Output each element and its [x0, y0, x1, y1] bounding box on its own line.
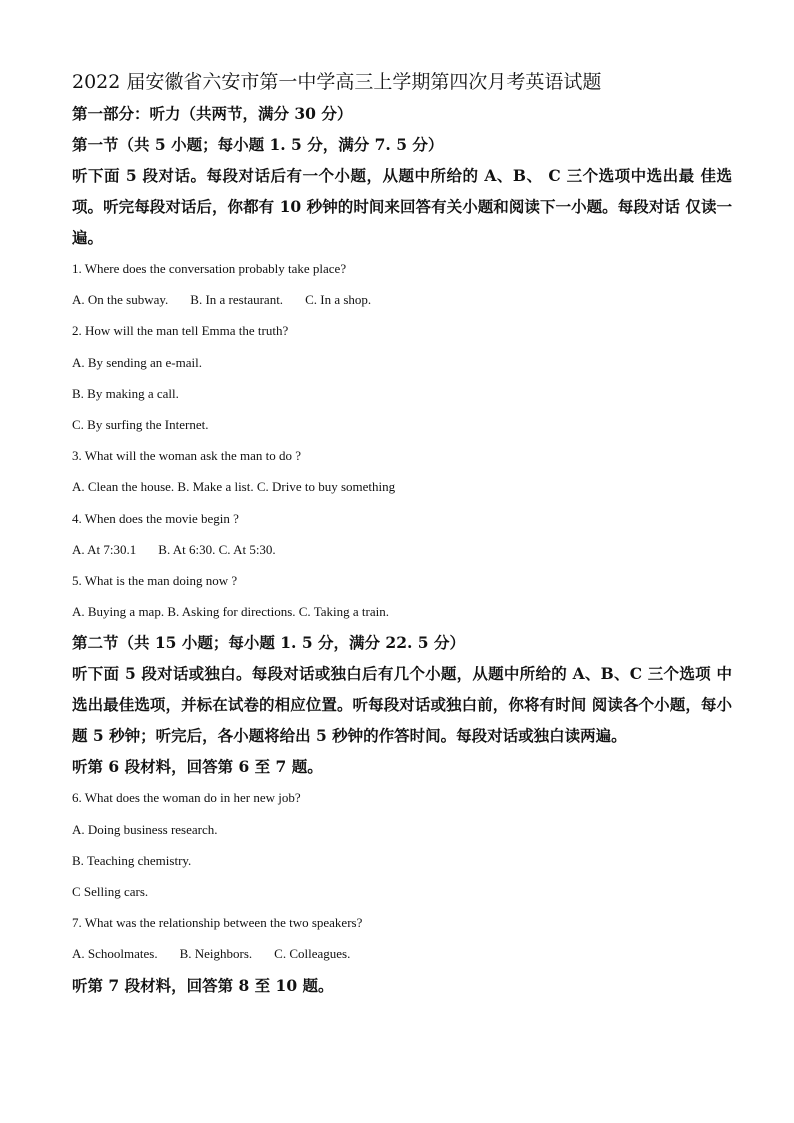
section2-instructions: 听下面 5 段对话或独白。每段对话或独白后有几个小题，从题中所给的 A、B、C 三个选项 中选出最佳选项，并标在试卷的相应位置。听每段对话或独白前，你将有时间 阅读各个小题，每小题 5 秒钟；听完后，各小题将给出 5 秒钟的作答时间。每段对话或独白读两遍。 [72, 664, 732, 746]
question-4: 4. When does the movie begin ? [72, 510, 239, 526]
question-5: 5. What is the man doing now ? [72, 573, 238, 589]
question-6-option-c: C Selling cars. [72, 884, 149, 900]
exam-title: 2022 届安徽省六安市第一中学高三上学期第四次月考英语试题 [72, 71, 602, 93]
question-6-option-a: A. Doing business research. [72, 821, 218, 837]
question-3: 3. What will the woman ask the man to do ? [72, 448, 302, 464]
question-6-option-b: B. Teaching chemistry. [72, 852, 192, 868]
option-a: A. Schoolmates. [72, 946, 158, 962]
option-bc: B. At 6:30. C. At 5:30. [158, 541, 276, 557]
option-b: B. In a restaurant. [190, 292, 284, 308]
question-2-option-b: B. By making a call. [72, 385, 179, 401]
material-6-heading: 听第 6 段材料，回答第 6 至 7 题。 [72, 757, 323, 777]
question-2-option-c: C. By surfing the Internet. [72, 417, 209, 433]
option-c: C. Colleagues. [274, 946, 351, 962]
question-1-options [72, 284, 732, 315]
part1-heading: 第一部分：听力（共两节，满分 30 分） [72, 104, 353, 123]
question-1: 1. Where does the conversation probably take place? [72, 261, 347, 276]
question-3-options: A. Clean the house. B. Make a list. C. Drive to buy something [72, 479, 396, 495]
question-4-options [72, 534, 732, 565]
option-a: A. On the subway. [72, 292, 169, 308]
exam-page [72, 66, 732, 1001]
question-6: 6. What does the woman do in her new job? [72, 790, 301, 806]
section1-instructions: 听下面 5 段对话。每段对话后有一个小题，从题中所给的 A、B、 C 三个选项中选出最 佳选项。听完每段对话后，你都有 10 秒钟的时间来回答有关小题和阅读下一小题。每段对话 仅读一遍。 [72, 166, 732, 247]
question-2: 2. How will the man tell Emma the truth? [72, 323, 289, 339]
question-7-options [72, 938, 732, 969]
option-a: A. At 7:30.1 [72, 541, 137, 557]
section1-heading: 第一节（共 5 小题；每小题 1. 5 分，满分 7. 5 分） [72, 135, 444, 154]
material-7-heading: 听第 7 段材料，回答第 8 至 10 题。 [72, 975, 334, 995]
option-b: B. Neighbors. [179, 946, 253, 962]
question-7: 7. What was the relationship between the two speakers? [72, 915, 363, 931]
section2-heading: 第二节（共 15 小题；每小题 1. 5 分，满分 22. 5 分） [72, 633, 465, 653]
question-5-options: A. Buying a map. B. Asking for directions. C. Taking a train. [72, 604, 389, 620]
option-c: C. In a shop. [305, 292, 372, 308]
question-2-option-a: A. By sending an e-mail. [72, 354, 202, 370]
